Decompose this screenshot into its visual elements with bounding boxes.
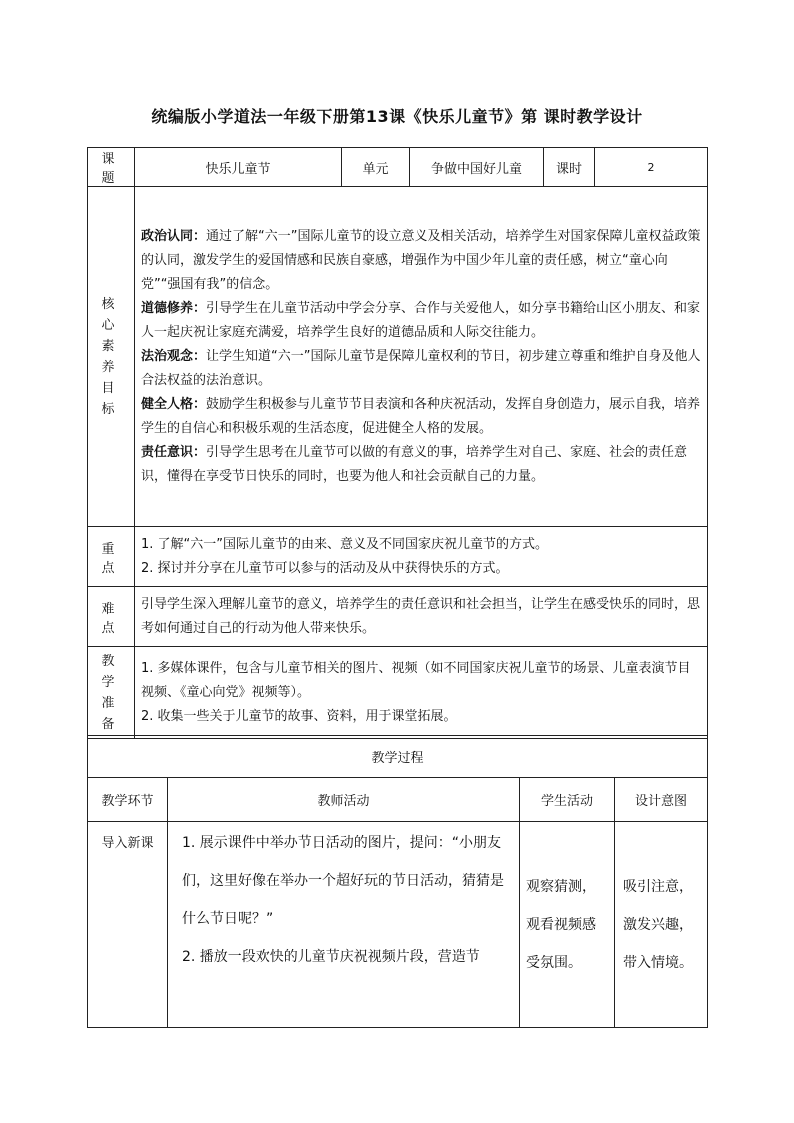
core-item-head: 政治认同： (141, 228, 207, 244)
preparation-label: 教 学 准 备 (88, 647, 135, 739)
core-item-text: 通过了解“六一”国际儿童节的设立意义及相关活动，培养学生对国家保障儿童权益政策的认同，激发学生的爱国情感和民族自豪感，增强作为中国少年儿童的责任感，树立“童心向党”“强国有我”的信念。 (141, 228, 701, 292)
core-item (141, 393, 701, 441)
core-item-text: 鼓励学生积极参与儿童节节目表演和各种庆祝活动，发挥自身创造力，展示自我，培养学生的自信心和积极乐观的生活态度，促进健全人格的发展。 (141, 396, 701, 436)
core-item-head: 健全人格： (141, 396, 207, 412)
difficult-points-content (135, 587, 708, 647)
header-stage: 教学环节 (88, 778, 168, 822)
header-student: 学生活动 (520, 778, 615, 822)
process-title: 教学过程 (88, 736, 708, 778)
design-intent-cell: 吸引注意，激发兴趣，带入情境。 (615, 822, 708, 1028)
process-title-row (88, 736, 708, 778)
lesson-info-table (87, 147, 708, 739)
core-item-text: 引导学生思考在儿童节可以做的有意义的事，培养学生对自己、家庭、社会的责任意识，懂得在享受节日快乐的同时，也要为他人和社会贡献自己的力量。 (141, 444, 688, 484)
preparation-item: 2. 收集一些关于儿童节的故事、资料，用于课堂拓展。 (141, 708, 457, 724)
header-row (88, 148, 708, 187)
key-points-label: 重 点 (88, 527, 135, 587)
stage-cell: 导入新课 (88, 822, 168, 1028)
core-item-head: 责任意识： (141, 444, 207, 460)
core-literacy-row (88, 187, 708, 527)
core-literacy-content (135, 187, 708, 527)
key-points-row (88, 527, 708, 587)
preparation-item: 1. 多媒体课件，包含与儿童节相关的图片、视频（如不同国家庆祝儿童节的场景、儿童表演节目视频、《童心向党》视频等）。 (141, 660, 691, 700)
core-item (141, 345, 701, 393)
teacher-activity-line: 1. 展示课件中举办节日活动的图片，提问：“小朋友们，这里好像在举办一个超好玩的节日活动，猜猜是什么节日呢？” (182, 835, 504, 927)
difficult-point-text: 引导学生深入理解儿童节的意义，培养学生的责任意识和社会担当，让学生在感受快乐的同时，思考如何通过自己的行动为他人带来快乐。 (141, 596, 701, 636)
topic-value: 快乐儿童节 (135, 148, 342, 187)
core-literacy-label: 核 心 素 养 目 标 (88, 187, 135, 527)
core-item-head: 道德修养： (141, 300, 207, 316)
process-header-row (88, 778, 708, 822)
header-teacher: 教师活动 (168, 778, 520, 822)
core-item (141, 297, 701, 345)
core-item (141, 225, 701, 297)
lesson-label: 课时 (544, 148, 595, 187)
topic-label: 课 题 (88, 148, 135, 187)
core-item-text: 引导学生在儿童节活动中学会分享、合作与关爱他人，如分享书籍给山区小朋友、和家人一起庆祝让家庭充满爱，培养学生良好的道德品质和人际交往能力。 (141, 300, 701, 340)
teaching-process-table (87, 735, 708, 1028)
key-point-item: 2. 探讨并分享在儿童节可以参与的活动及从中获得快乐的方式。 (141, 560, 509, 576)
header-intent: 设计意图 (615, 778, 708, 822)
teacher-activity-cell (168, 822, 520, 1028)
key-points-content (135, 527, 708, 587)
lesson-value: 2 (595, 148, 708, 187)
unit-label: 单元 (342, 148, 410, 187)
student-activity-cell: 观察猜测，观看视频感受氛围。 (520, 822, 615, 1028)
teacher-activity-line: 2. 播放一段欢快的儿童节庆祝视频片段，营造节 (182, 949, 480, 965)
process-row (88, 822, 708, 1028)
page-title: 统编版小学道法一年级下册第13课《快乐儿童节》第 课时教学设计 (151, 107, 643, 126)
key-point-item: 1. 了解“六一”国际儿童节的由来、意义及不同国家庆祝儿童节的方式。 (141, 536, 549, 552)
difficult-points-row (88, 587, 708, 647)
difficult-points-label: 难 点 (88, 587, 135, 647)
preparation-row (88, 647, 708, 739)
unit-value: 争做中国好儿童 (410, 148, 544, 187)
core-item (141, 441, 701, 489)
core-item-head: 法治观念： (141, 348, 207, 364)
core-item-text: 让学生知道“六一”国际儿童节是保障儿童权利的节日，初步建立尊重和维护自身及他人合法权益的法治意识。 (141, 348, 701, 388)
preparation-content (135, 647, 708, 739)
